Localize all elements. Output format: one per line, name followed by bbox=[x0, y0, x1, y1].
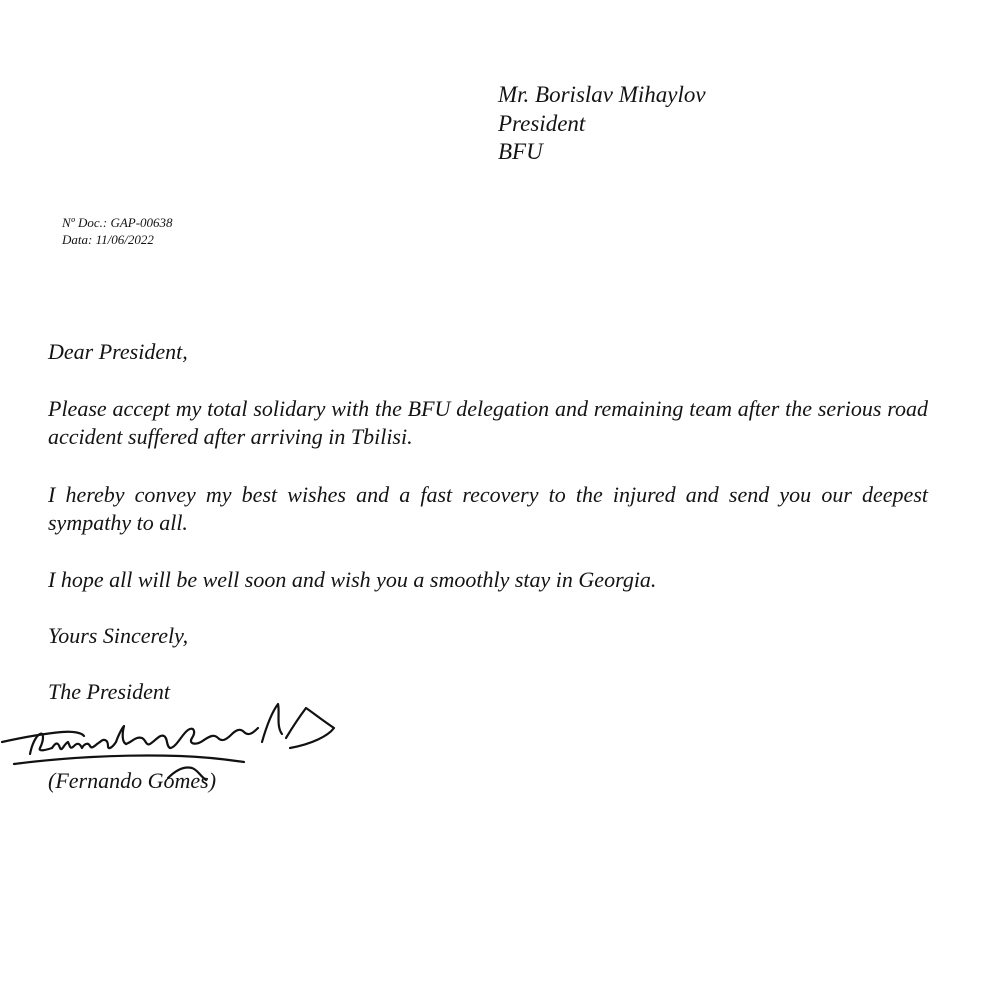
signer-role: The President bbox=[48, 679, 170, 704]
body-paragraph-2: I hereby convey my best wishes and a fast recovery to the injured and send you our deepest sympathy to all. bbox=[48, 482, 928, 535]
recipient-block bbox=[498, 81, 706, 167]
recipient-organization: BFU bbox=[498, 139, 543, 164]
signer-name: (Fernando Gomes) bbox=[48, 768, 217, 793]
document-number: Nº Doc.: GAP-00638 bbox=[62, 215, 173, 230]
recipient-name: Mr. Borislav Mihaylov bbox=[498, 82, 706, 107]
closing: Yours Sincerely, bbox=[48, 623, 189, 648]
body-paragraph-3: I hope all will be well soon and wish you a smoothly stay in Georgia. bbox=[48, 567, 657, 592]
handwritten-signature bbox=[0, 698, 360, 798]
document-date: Data: 11/06/2022 bbox=[62, 232, 154, 247]
document-info bbox=[62, 214, 173, 248]
recipient-title: President bbox=[498, 110, 586, 136]
body-paragraph-1: Please accept my total solidary with the BFU delegation and remaining team after the serious road accident suffered after arriving in Tbilisi. bbox=[48, 396, 928, 449]
salutation: Dear President, bbox=[48, 339, 188, 364]
